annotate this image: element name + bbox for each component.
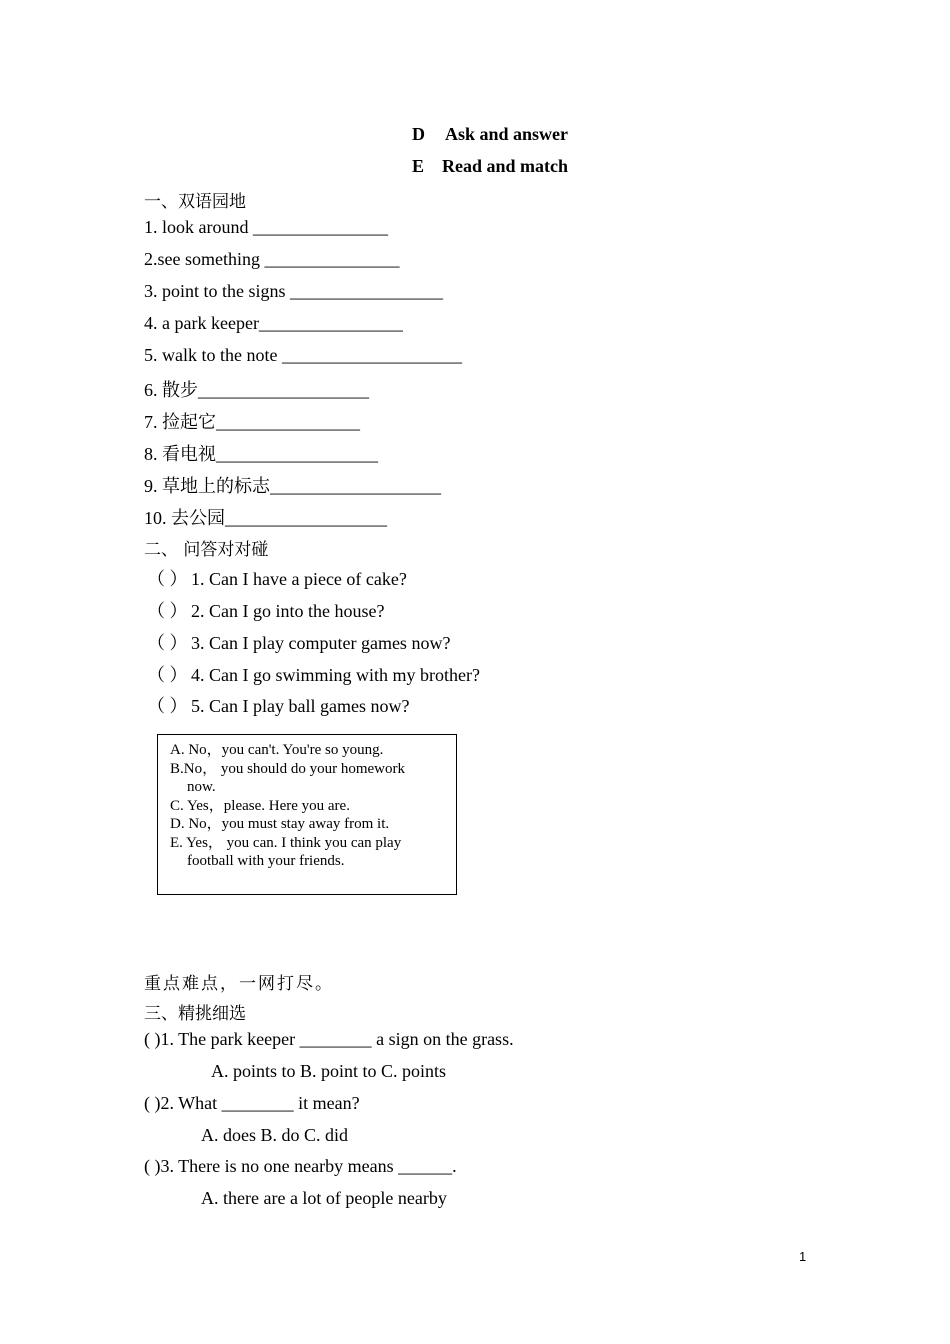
- option-a: A. No，you can't. You're so young.: [170, 742, 384, 758]
- heading-d: [412, 124, 568, 145]
- option-b: [170, 760, 444, 797]
- section1-item: 6. 散步___________________: [144, 380, 369, 400]
- section2-question: [147, 597, 384, 623]
- section3-q1-stem: ( )1. The park keeper ________ a sign on the grass.: [144, 1029, 514, 1049]
- option-b-line2: now.: [187, 779, 216, 795]
- answer-paren: （ ）: [147, 665, 188, 685]
- heading-e: [412, 156, 568, 177]
- question-text: 4. Can I go swimming with my brother?: [191, 665, 480, 685]
- section1-item: 8. 看电视__________________: [144, 444, 378, 464]
- option-e-line2: football with your friends.: [187, 853, 345, 869]
- section1-item: 10. 去公园__________________: [144, 508, 387, 528]
- section3-q1-choices: A. points to B. point to C. points: [211, 1061, 447, 1081]
- section1-item: 4. a park keeper________________: [144, 313, 403, 333]
- section3-q3-stem: ( )3. There is no one nearby means ______.: [144, 1156, 457, 1176]
- section1-item: 2.see something _______________: [144, 249, 400, 269]
- heading-e-text: Read and match: [442, 156, 569, 176]
- section1-item: 1. look around _______________: [144, 217, 388, 237]
- answer-paren: （ ）: [147, 633, 188, 653]
- section1-item: 5. walk to the note ____________________: [144, 345, 462, 365]
- option-d: D. No，you must stay away from it.: [170, 816, 390, 832]
- answer-paren: （ ）: [147, 569, 188, 589]
- section1-item: 9. 草地上的标志___________________: [144, 476, 441, 496]
- section2-question: [147, 661, 480, 687]
- section3-title: 三、精挑细选: [144, 1004, 246, 1024]
- question-text: 1. Can I have a piece of cake?: [191, 569, 407, 589]
- option-b-line1: B.No， you should do your homework: [170, 760, 405, 777]
- heading-e-letter: E: [412, 156, 425, 176]
- question-text: 3. Can I play computer games now?: [191, 633, 451, 653]
- heading-d-text: Ask and answer: [445, 124, 569, 144]
- question-text: 2. Can I go into the house?: [191, 601, 385, 621]
- section1-item: 7. 捡起它________________: [144, 412, 360, 432]
- heading-d-letter: D: [412, 124, 425, 144]
- option-c: C. Yes，please. Here you are.: [170, 797, 350, 814]
- answer-options-box: [157, 734, 457, 895]
- section1-title: 一、双语园地: [144, 192, 246, 212]
- section1-item: 3. point to the signs _________________: [144, 281, 444, 301]
- section2-question: [147, 629, 450, 655]
- section2-question: [147, 692, 409, 718]
- key-points-note: 重点难点，一网打尽。: [144, 974, 334, 994]
- section3-q3-choices: A. there are a lot of people nearby: [201, 1188, 447, 1208]
- answer-paren: （ ）: [147, 601, 188, 621]
- page-number: 1: [799, 1249, 807, 1264]
- section2-title: 二、 问答对对碰: [144, 540, 269, 560]
- section3-q2-choices: A. does B. do C. did: [201, 1125, 349, 1145]
- answer-paren: （ ）: [147, 696, 188, 716]
- section3-q2-stem: ( )2. What ________ it mean?: [144, 1093, 360, 1113]
- option-e-line1: E. Yes， you can. I think you can play: [170, 834, 402, 851]
- section2-question: [147, 565, 407, 591]
- option-e: [170, 834, 444, 871]
- question-text: 5. Can I play ball games now?: [191, 696, 410, 716]
